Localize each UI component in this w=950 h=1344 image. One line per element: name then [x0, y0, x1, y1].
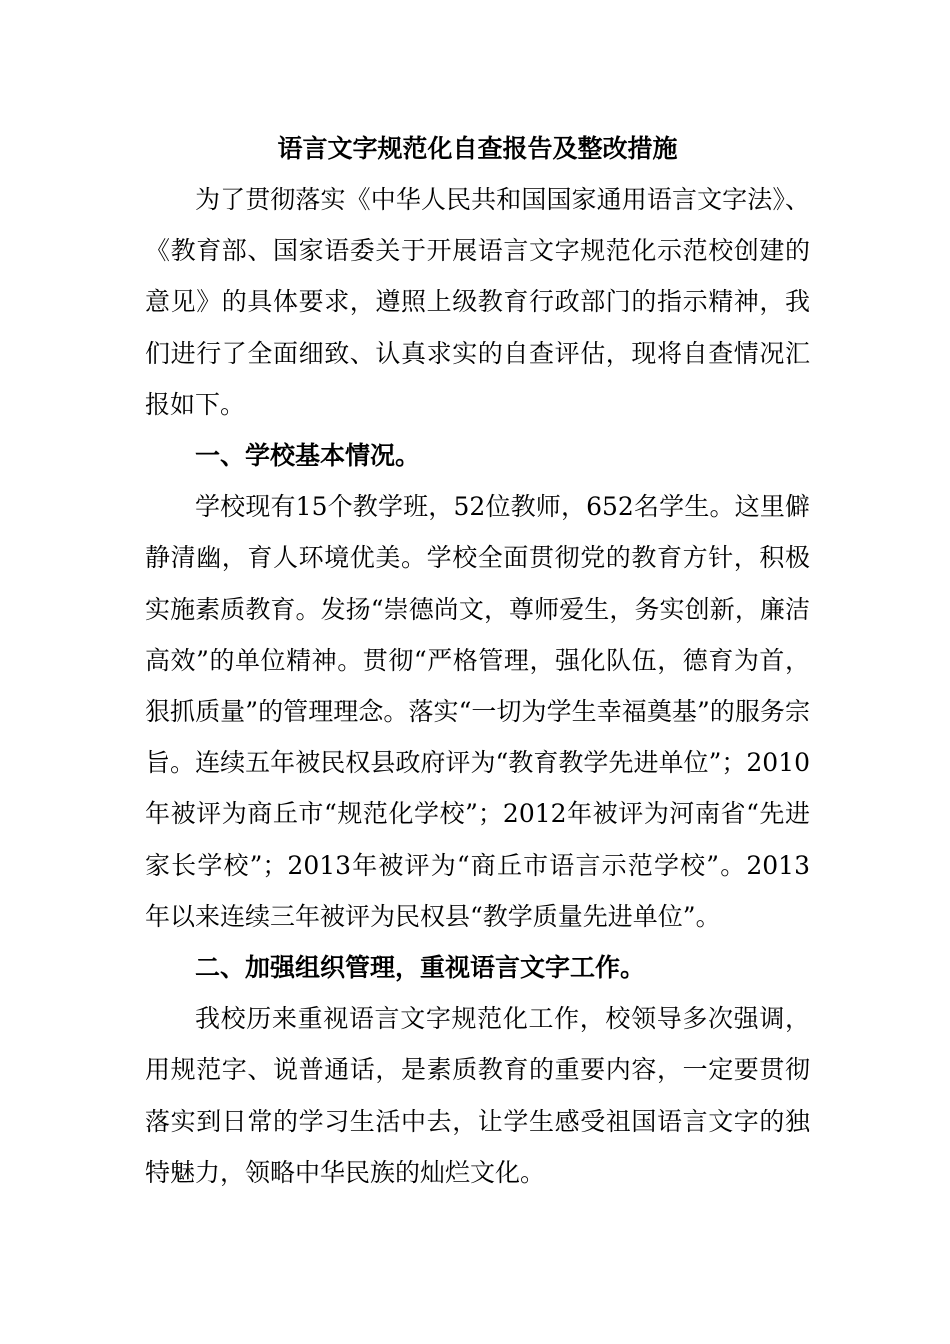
- section-heading: 二、加强组织管理，重视语言文字工作。: [195, 953, 646, 983]
- document-body: [145, 124, 810, 1198]
- section-paragraph: 我校历来重视语言文字规范化工作，校领导多次强调，用规范字、说普通话，是素质教育的重要内容，一定要贯彻落实到日常的学习生活中去，让学生感受祖国语言文字的独特魅力，领略中华民族的灿烂文化。: [145, 1004, 810, 1187]
- document-title: 语言文字规范化自查报告及整改措施: [277, 134, 678, 163]
- section-paragraph: 学校现有15个教学班，52位教师，652名学生。这里僻静清幽，育人环境优美。学校全面贯彻党的教育方针，积极实施素质教育。发扬“崇德尚文，尊师爱生，务实创新，廉洁高效”的单位精神。贯彻“严格管理，强化队伍，德育为首，狠抓质量”的管理理念。落实“一切为学生幸福奠基”的服务宗旨。连续五年被民权县政府评为“教育教学先进单位”；2010年被评为商丘市“规范化学校”；2012年被评为河南省“先进家长学校”；2013年被评为“商丘市语言示范学校”。2013年以来连续三年被评为民权县“教学质量先进单位”。: [145, 492, 810, 931]
- section-heading: 一、学校基本情况。: [195, 441, 421, 471]
- intro-paragraph: 为了贯彻落实《中华人民共和国国家通用语言文字法》、《教育部、国家语委关于开展语言文字规范化示范校创建的意见》的具体要求，遵照上级教育行政部门的指示精神，我们进行了全面细致、认真求实的自查评估，现将自查情况汇报如下。: [145, 185, 810, 419]
